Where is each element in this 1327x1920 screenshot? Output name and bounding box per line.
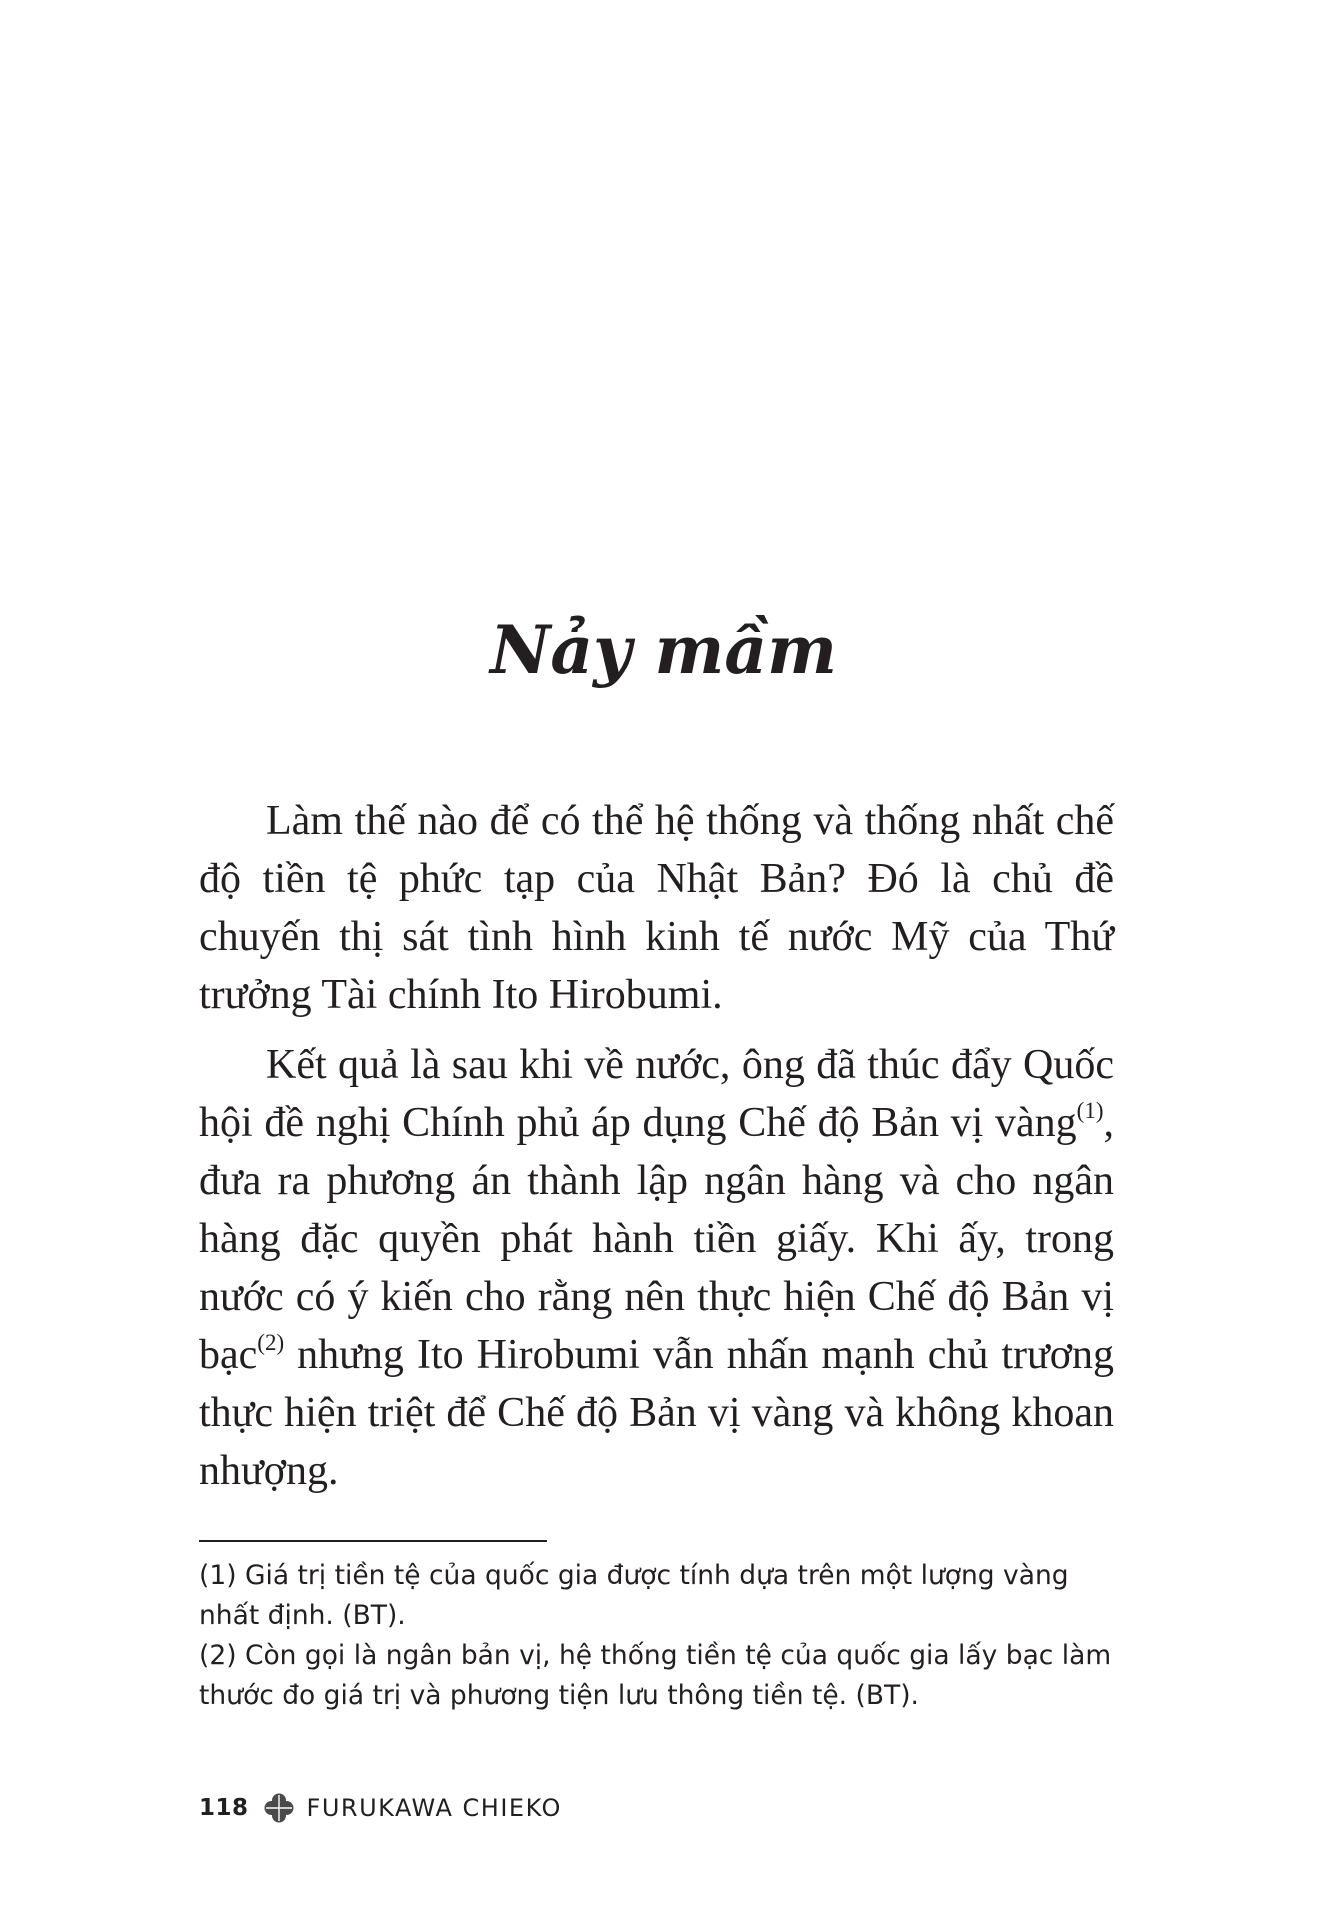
footnote-ref-1: (1) [1076,1098,1104,1123]
paragraph-2-part-3: nhưng Ito Hirobumi vẫn nhấn mạnh chủ trương thực hiện triệt để Chế độ Bản vị vàng và không khoan nhượng. [199,1332,1114,1494]
footnotes [199,1556,1119,1716]
footnote-divider [199,1540,547,1542]
author-name: FURUKAWA CHIEKO [306,1794,562,1822]
footnote-ref-2: (2) [257,1330,285,1355]
chapter-title: Nảy mầm [490,611,837,689]
paragraph-2-part-2: , đưa ra phương án thành lập ngân hàng và cho ngân hàng đặc quyền phát hành tiền giấy. Khi ấy, trong nước có ý kiến cho rằng nên thực hiện Chế độ Bản vị bạc [199,1100,1114,1378]
body-text [199,792,1114,1512]
paragraph-2-part-1: Kết quả là sau khi về nước, ông đã thúc đẩy Quốc hội đề nghị Chính phủ áp dụng Chế độ Bản vị vàng [199,1042,1114,1146]
running-footer [199,1788,562,1828]
paragraph-1: Làm thế nào để có thể hệ thống và thống nhất chế độ tiền tệ phức tạp của Nhật Bản? Đó là chủ đề chuyến thị sát tình hình kinh tế nước Mỹ của Thứ trưởng Tài chính Ito Hirobumi. [199,798,1114,1018]
clover-icon [263,1792,295,1824]
paragraph-2 [199,1036,1114,1500]
footnote-1: (1) Giá trị tiền tệ của quốc gia được tính dựa trên một lượng vàng nhất định. (BT). [199,1560,1069,1631]
footnote-2: (2) Còn gọi là ngân bản vị, hệ thống tiền tệ của quốc gia lấy bạc làm thước đo giá trị và phương tiện lưu thông tiền tệ. (BT). [199,1640,1112,1711]
page-number: 118 [199,1795,249,1821]
